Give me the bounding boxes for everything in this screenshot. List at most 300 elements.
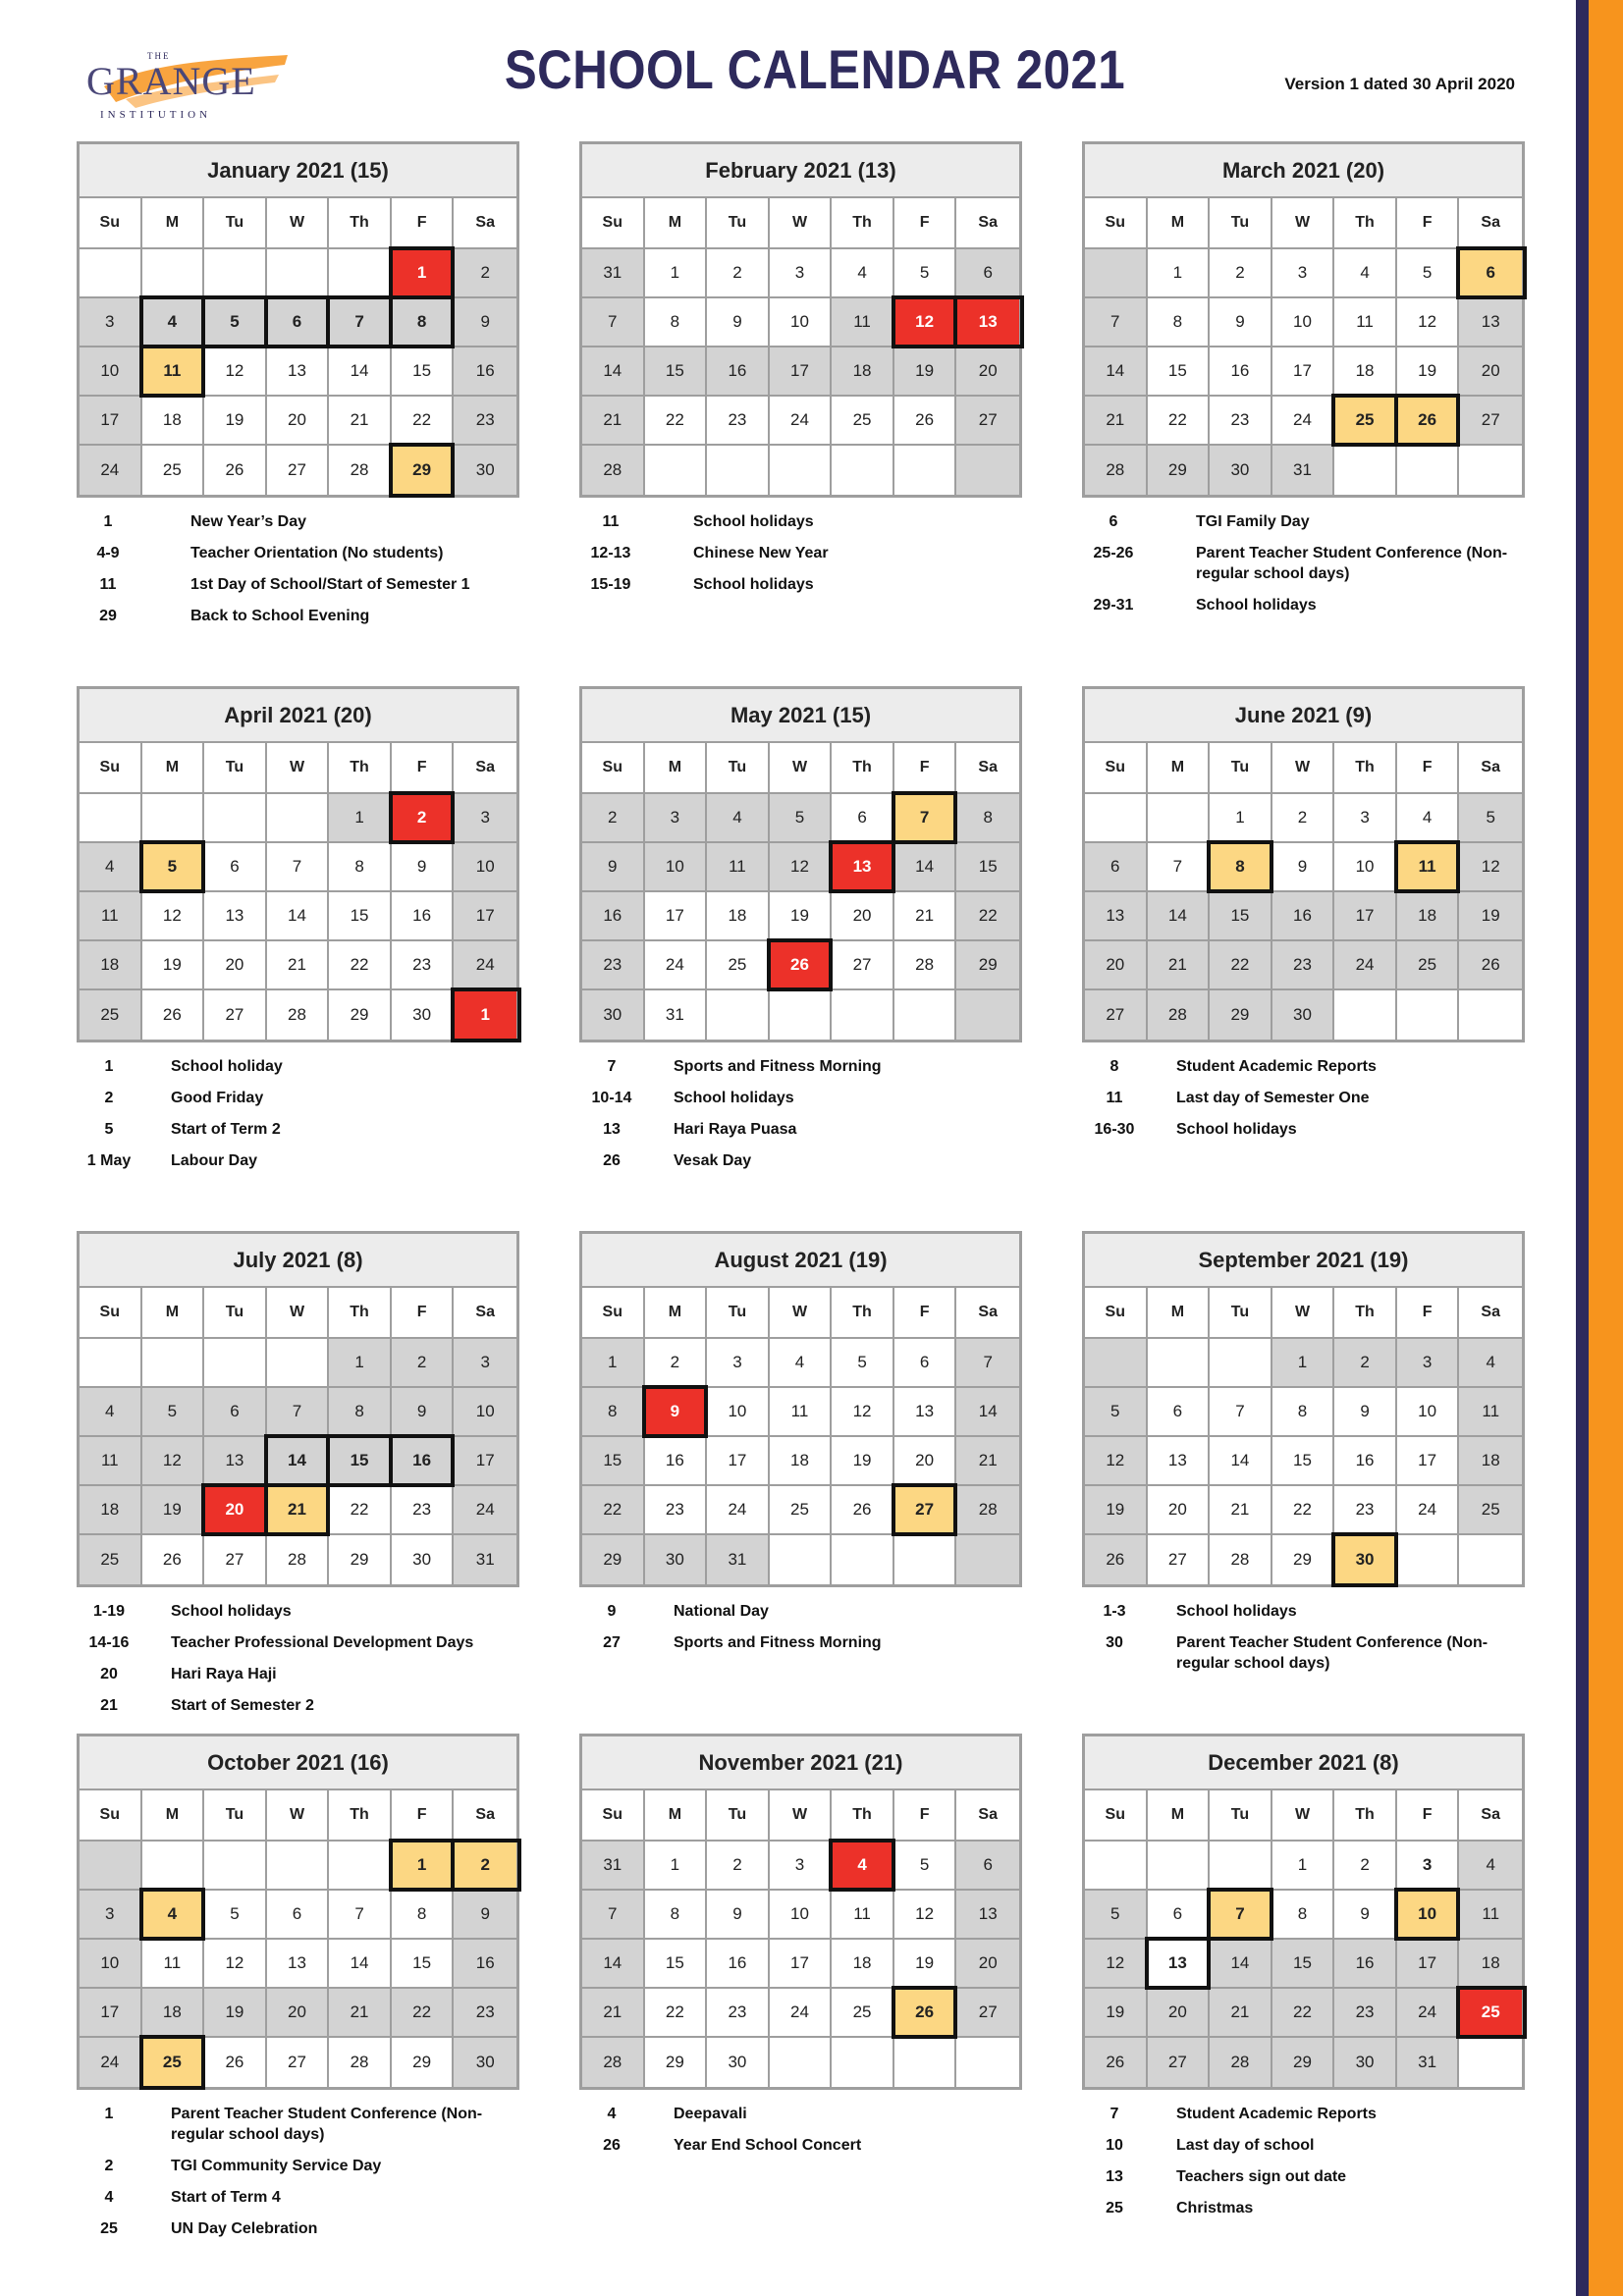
month-grid [582,1288,1019,1584]
day-cell: 29 [1272,2038,1335,2087]
weekday-header: W [267,1790,330,1842]
day-cell: 5 [1085,1388,1148,1437]
day-cell [894,990,957,1040]
note-date: 25 [100,2220,118,2237]
weekday-header: M [1148,1790,1211,1842]
weekday-header: F [1397,1288,1460,1339]
month-title: March 2021 (20) [1085,144,1522,198]
day-cell: 10 [454,843,516,892]
day-cell: 29 [1272,1535,1335,1584]
day-cell: 27 [267,2038,330,2087]
note-text: Last day of school [1176,2137,1315,2154]
day-cell: 29 [392,2038,455,2087]
day-cell: 22 [392,397,455,446]
weekday-header: Th [329,1790,392,1842]
day-cell: 4 [1334,249,1397,298]
day-cell: 10 [770,298,833,347]
day-cell: 27 [267,446,330,495]
month-calendar [1082,1231,1525,1587]
day-cell: 11 [1459,1891,1522,1940]
day-cell: 19 [832,1437,894,1486]
day-cell: 30 [1272,990,1335,1040]
month-block [77,1734,519,2250]
day-cell: 18 [80,1486,142,1535]
day-cell: 10 [1272,298,1335,347]
note-line [1082,511,1525,532]
note-line [579,1056,1022,1077]
weekday-header: Tu [1210,198,1272,249]
day-cell: 16 [582,892,645,941]
weekday-header: M [1148,743,1211,794]
note-date: 11 [1106,1090,1123,1106]
day-cell: 2 [392,794,455,843]
note-date: 10 [1106,2137,1123,2154]
month-calendar [77,686,519,1042]
day-cell: 24 [454,941,516,990]
day-cell [832,1535,894,1584]
weekday-header: M [645,743,708,794]
note-text: Hari Raya Haji [171,1666,277,1682]
day-cell: 17 [1397,1437,1460,1486]
day-cell: 26 [142,1535,205,1584]
day-cell: 18 [142,397,205,446]
day-cell [645,446,708,495]
day-cell: 29 [329,1535,392,1584]
day-cell: 22 [1148,397,1211,446]
weekday-header: F [392,743,455,794]
day-cell [204,1842,267,1891]
day-cell: 3 [770,1842,833,1891]
note-text: Start of Term 4 [171,2189,281,2206]
note-text: Hari Raya Puasa [674,1121,797,1138]
day-cell: 17 [1397,1940,1460,1989]
note-line [77,511,519,532]
month-notes [1082,1601,1525,1674]
day-cell: 23 [1334,1486,1397,1535]
day-cell: 31 [707,1535,770,1584]
note-line [77,1664,519,1684]
day-cell: 25 [80,1535,142,1584]
month-calendar [77,1231,519,1587]
note-line [579,511,1022,532]
weekday-header: Su [80,743,142,794]
day-cell: 7 [1210,1891,1272,1940]
day-cell: 10 [454,1388,516,1437]
day-cell: 19 [142,1486,205,1535]
day-cell: 8 [1148,298,1211,347]
day-cell: 16 [1334,1437,1397,1486]
note-text: Deepavali [674,2106,747,2122]
day-cell: 7 [329,298,392,347]
note-text: School holidays [171,1603,292,1620]
day-cell: 21 [582,397,645,446]
day-cell: 4 [832,1842,894,1891]
day-cell: 27 [1148,1535,1211,1584]
day-cell: 30 [392,1535,455,1584]
day-cell: 24 [80,446,142,495]
day-cell: 27 [894,1486,957,1535]
day-cell: 26 [770,941,833,990]
weekday-header: Su [80,1790,142,1842]
day-cell: 27 [1148,2038,1211,2087]
month-grid [80,743,516,1040]
weekday-header: M [645,1790,708,1842]
note-line [579,2135,1022,2156]
weekday-header: Th [832,198,894,249]
day-cell: 31 [645,990,708,1040]
weekday-header: Sa [454,1790,516,1842]
weekday-header: Tu [1210,743,1272,794]
day-cell: 31 [1272,446,1335,495]
day-cell: 26 [894,397,957,446]
day-cell: 20 [1459,347,1522,397]
day-cell: 25 [142,2038,205,2087]
weekday-header: F [894,743,957,794]
day-cell: 2 [1334,1339,1397,1388]
day-cell: 9 [1210,298,1272,347]
day-cell [1397,990,1460,1040]
day-cell: 9 [582,843,645,892]
day-cell [1085,1339,1148,1388]
note-text: Vesak Day [674,1152,752,1169]
day-cell: 15 [329,892,392,941]
note-text: Teacher Orientation (No students) [190,545,444,561]
day-cell: 6 [956,249,1019,298]
day-cell: 26 [142,990,205,1040]
note-text: School holidays [1196,597,1317,614]
weekday-header: Th [329,1288,392,1339]
day-cell [1148,794,1211,843]
day-cell: 5 [142,1388,205,1437]
day-cell [80,1842,142,1891]
month-calendar [77,141,519,498]
day-cell: 14 [1085,347,1148,397]
day-cell: 1 [392,249,455,298]
day-cell: 5 [204,298,267,347]
day-cell: 24 [80,2038,142,2087]
day-cell: 4 [770,1339,833,1388]
day-cell: 27 [956,397,1019,446]
month-block [1082,686,1525,1150]
day-cell [142,249,205,298]
note-text: Parent Teacher Student Conference (Non-regular school days) [171,2106,483,2143]
day-cell: 18 [832,1940,894,1989]
note-line [579,1119,1022,1140]
day-cell: 12 [142,1437,205,1486]
day-cell: 11 [832,1891,894,1940]
day-cell: 23 [454,1989,516,2038]
day-cell: 26 [1459,941,1522,990]
day-cell: 26 [1085,1535,1148,1584]
day-cell: 11 [80,1437,142,1486]
note-line [1082,1601,1525,1622]
day-cell: 28 [1085,446,1148,495]
day-cell: 11 [80,892,142,941]
day-cell: 9 [392,843,455,892]
day-cell: 28 [582,2038,645,2087]
day-cell: 11 [1397,843,1460,892]
note-line [1082,2135,1525,2156]
day-cell [956,1535,1019,1584]
day-cell: 5 [894,249,957,298]
page-title: SCHOOL CALENDAR 2021 [504,38,1126,100]
day-cell: 30 [645,1535,708,1584]
note-line [579,2104,1022,2124]
weekday-header: Th [1334,743,1397,794]
day-cell: 7 [1148,843,1211,892]
month-title: September 2021 (19) [1085,1234,1522,1288]
month-notes [579,1056,1022,1171]
note-text: School holidays [1176,1603,1297,1620]
note-date: 4 [104,2189,114,2206]
note-line [579,1088,1022,1108]
note-line [77,2156,519,2176]
day-cell: 15 [329,1437,392,1486]
day-cell: 7 [582,1891,645,1940]
day-cell [267,1842,330,1891]
day-cell: 3 [454,1339,516,1388]
day-cell: 7 [956,1339,1019,1388]
day-cell [1459,446,1522,495]
month-block [579,1231,1022,1664]
month-block [579,141,1022,606]
month-title: April 2021 (20) [80,689,516,743]
note-line [579,1601,1022,1622]
weekday-header: Tu [204,1790,267,1842]
day-cell [142,1339,205,1388]
day-cell [707,446,770,495]
day-cell: 1 [392,1842,455,1891]
day-cell: 16 [645,1437,708,1486]
day-cell: 11 [142,347,205,397]
day-cell [1459,1535,1522,1584]
day-cell: 11 [1334,298,1397,347]
day-cell: 23 [392,1486,455,1535]
day-cell: 6 [894,1339,957,1388]
day-cell: 13 [956,298,1019,347]
day-cell: 1 [645,249,708,298]
day-cell: 5 [770,794,833,843]
day-cell: 13 [894,1388,957,1437]
weekday-header: Sa [454,1288,516,1339]
note-line [77,606,519,626]
day-cell: 28 [267,1535,330,1584]
day-cell: 27 [832,941,894,990]
note-date: 6 [1109,513,1118,530]
day-cell [770,446,833,495]
weekday-header: M [1148,1288,1211,1339]
day-cell: 16 [454,1940,516,1989]
day-cell: 3 [1272,249,1335,298]
day-cell: 12 [1085,1437,1148,1486]
day-cell: 1 [1148,249,1211,298]
day-cell: 24 [1397,1486,1460,1535]
day-cell: 18 [707,892,770,941]
note-line [77,543,519,563]
weekday-header: M [645,1288,708,1339]
day-cell: 9 [392,1388,455,1437]
day-cell: 21 [894,892,957,941]
weekday-header: Su [1085,1288,1148,1339]
day-cell: 18 [1397,892,1460,941]
weekday-header: Th [329,743,392,794]
day-cell [204,249,267,298]
day-cell: 31 [1397,2038,1460,2087]
weekday-header: Tu [707,1288,770,1339]
day-cell: 8 [582,1388,645,1437]
day-cell: 13 [204,1437,267,1486]
day-cell: 7 [894,794,957,843]
day-cell: 17 [645,892,708,941]
note-date: 29-31 [1093,597,1134,614]
day-cell: 7 [267,843,330,892]
day-cell: 13 [267,1940,330,1989]
day-cell: 4 [142,1891,205,1940]
day-cell: 4 [80,843,142,892]
month-notes [77,1601,519,1716]
note-text: Back to School Evening [190,608,370,624]
day-cell: 25 [142,446,205,495]
day-cell: 16 [392,1437,455,1486]
day-cell: 6 [267,1891,330,1940]
note-line [77,2218,519,2239]
day-cell: 29 [1148,446,1211,495]
note-date: 2 [104,2158,114,2174]
weekday-header: Sa [956,1790,1019,1842]
note-line [1082,1056,1525,1077]
day-cell: 20 [1148,1486,1211,1535]
note-text: 1st Day of School/Start of Semester 1 [190,576,470,593]
day-cell: 25 [770,1486,833,1535]
day-cell: 10 [707,1388,770,1437]
month-notes [77,2104,519,2239]
weekday-header: Tu [1210,1790,1272,1842]
day-cell [1459,2038,1522,2087]
weekday-header: Sa [454,743,516,794]
note-text: Chinese New Year [693,545,829,561]
day-cell: 19 [142,941,205,990]
day-cell: 30 [454,446,516,495]
day-cell: 17 [80,397,142,446]
month-block [579,686,1022,1182]
day-cell: 6 [1148,1891,1211,1940]
day-cell [267,794,330,843]
weekday-header: Sa [1459,1790,1522,1842]
day-cell: 24 [707,1486,770,1535]
note-date: 7 [607,1058,617,1075]
day-cell: 1 [582,1339,645,1388]
day-cell: 3 [1397,1339,1460,1388]
month-notes [77,1056,519,1171]
month-calendar [579,1734,1022,2090]
note-date: 21 [100,1697,118,1714]
month-title: June 2021 (9) [1085,689,1522,743]
day-cell: 8 [645,298,708,347]
weekday-header: F [1397,198,1460,249]
day-cell: 19 [204,397,267,446]
weekday-header: Sa [1459,198,1522,249]
day-cell: 23 [1272,941,1335,990]
day-cell: 18 [1459,1940,1522,1989]
day-cell: 1 [454,990,516,1040]
day-cell: 25 [707,941,770,990]
month-block [1082,1734,1525,2229]
day-cell: 14 [894,843,957,892]
month-calendar [77,1734,519,2090]
month-grid [80,1288,516,1584]
day-cell [832,990,894,1040]
note-line [579,1150,1022,1171]
note-date: 2 [104,1090,114,1106]
day-cell: 16 [1272,892,1335,941]
month-grid [1085,743,1522,1040]
note-date: 25 [1106,2200,1123,2216]
note-date: 1 [104,1058,114,1075]
day-cell: 21 [267,1486,330,1535]
day-cell: 8 [392,1891,455,1940]
note-date: 29 [99,608,117,624]
note-date: 26 [603,1152,621,1169]
note-date: 11 [99,576,117,593]
note-date: 25-26 [1093,545,1134,561]
day-cell: 17 [80,1989,142,2038]
day-cell: 24 [770,1989,833,2038]
day-cell: 21 [329,1989,392,2038]
note-line [77,2187,519,2208]
day-cell [956,990,1019,1040]
weekday-header: Sa [956,743,1019,794]
weekday-header: W [770,198,833,249]
day-cell [267,1339,330,1388]
day-cell: 13 [267,347,330,397]
note-date: 8 [1109,1058,1119,1075]
day-cell: 22 [582,1486,645,1535]
month-block [1082,141,1525,626]
month-notes [1082,511,1525,615]
day-cell [80,794,142,843]
day-cell: 26 [1085,2038,1148,2087]
day-cell: 28 [894,941,957,990]
day-cell: 3 [645,794,708,843]
note-text: UN Day Celebration [171,2220,318,2237]
day-cell: 9 [1272,843,1335,892]
day-cell [329,249,392,298]
weekday-header: W [1272,1288,1335,1339]
day-cell: 15 [1272,1437,1335,1486]
note-date: 27 [603,1634,621,1651]
weekday-header: Su [582,198,645,249]
day-cell: 8 [392,298,455,347]
month-title: December 2021 (8) [1085,1736,1522,1790]
month-calendar [1082,686,1525,1042]
day-cell: 28 [1210,2038,1272,2087]
day-cell: 25 [1334,397,1397,446]
day-cell: 8 [956,794,1019,843]
day-cell: 18 [832,347,894,397]
day-cell: 18 [1334,347,1397,397]
month-notes [579,511,1022,595]
day-cell: 20 [267,397,330,446]
day-cell: 5 [894,1842,957,1891]
day-cell: 20 [1148,1989,1211,2038]
weekday-header: M [142,1288,205,1339]
month-block [1082,1231,1525,1684]
day-cell: 2 [1210,249,1272,298]
weekday-header: Th [329,198,392,249]
note-date: 4-9 [96,545,120,561]
day-cell [1148,1842,1211,1891]
day-cell: 25 [832,397,894,446]
